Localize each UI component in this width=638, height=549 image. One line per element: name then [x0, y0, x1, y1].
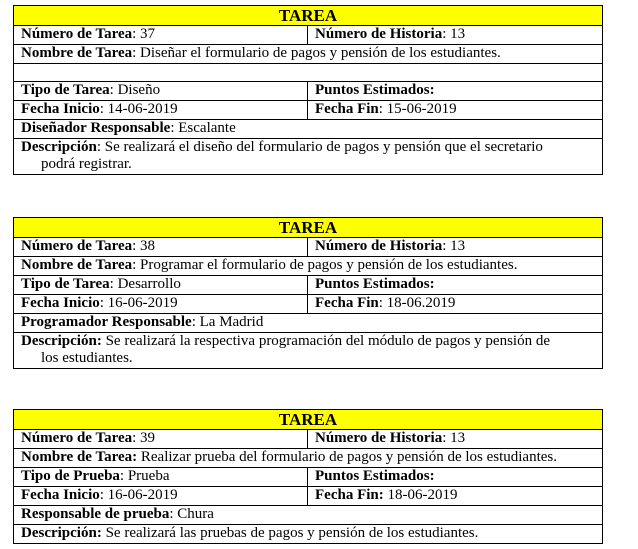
task-name-value: : Diseñar el formulario de pagos y pensión de los estudiantes.	[132, 45, 501, 61]
description-line-1: Se realizará las pruebas de pagos y pensión de los estudiantes.	[101, 525, 479, 541]
task-name-label: Nombre de Tarea:	[21, 449, 138, 465]
start-date-label: Fecha Inicio	[21, 101, 100, 117]
responsible-cell	[14, 120, 603, 139]
task-name-cell	[14, 449, 603, 468]
end-date-cell	[308, 295, 603, 314]
story-number-value: : 13	[442, 26, 466, 42]
responsible-cell	[14, 506, 603, 525]
description-label: Descripción:	[21, 525, 102, 541]
task-card-38	[13, 217, 603, 369]
responsible-value: : La Madrid	[191, 314, 264, 330]
story-number-label: Número de Historia	[315, 26, 443, 42]
estimated-points-label: Puntos Estimados:	[315, 276, 435, 292]
estimated-points-cell	[308, 82, 603, 101]
test-type-label: Tipo de Prueba	[21, 468, 120, 484]
story-number-cell	[308, 238, 603, 257]
task-number-label: Número de Tarea	[21, 430, 133, 446]
start-date-cell	[14, 295, 308, 314]
description-cell	[14, 525, 603, 544]
estimated-points-cell	[308, 276, 603, 295]
empty-row	[14, 64, 603, 82]
story-number-label: Número de Historia	[315, 430, 443, 446]
end-date-value: : 15-06-2019	[378, 101, 457, 117]
estimated-points-cell	[308, 468, 603, 487]
description-line-1: Se realizará la respectiva programación del módulo de pagos y pensión de	[101, 333, 550, 349]
task-type-label: Tipo de Tarea	[21, 276, 110, 292]
task-name-label: Nombre de Tarea	[21, 45, 133, 61]
card-header: TAREA	[14, 410, 603, 430]
task-name-label: Nombre de Tarea	[21, 257, 133, 273]
start-date-value: : 16-06-2019	[99, 487, 178, 503]
end-date-value: : 18-06.2019	[378, 295, 456, 311]
story-number-cell	[308, 430, 603, 449]
task-type-value: : Desarrollo	[109, 276, 181, 292]
start-date-label: Fecha Inicio	[21, 295, 100, 311]
task-type-cell	[14, 276, 308, 295]
start-date-label: Fecha Inicio	[21, 487, 100, 503]
story-number-value: : 13	[442, 430, 466, 446]
task-number-cell	[14, 430, 308, 449]
end-date-label: Fecha Fin:	[315, 487, 384, 503]
task-card-39	[13, 409, 603, 544]
end-date-cell	[308, 101, 603, 120]
description-cell	[14, 139, 603, 175]
responsible-label: Programador Responsable	[21, 314, 192, 330]
task-name-value: : Programar el formulario de pagos y pensión de los estudiantes.	[132, 257, 518, 273]
responsible-value: : Chura	[169, 506, 214, 522]
responsible-label: Responsable de prueba	[21, 506, 170, 522]
task-card-37	[13, 5, 603, 175]
test-type-value: : Prueba	[119, 468, 170, 484]
task-number-cell	[14, 238, 308, 257]
card-header: TAREA	[14, 218, 603, 238]
responsible-value: : Escalante	[170, 120, 236, 136]
card-header: TAREA	[14, 6, 603, 26]
story-number-cell	[308, 26, 603, 45]
description-label: Descripción:	[21, 333, 102, 349]
description-line-2: podrá registrar.	[41, 156, 132, 172]
start-date-cell	[14, 487, 308, 506]
task-number-value: : 38	[132, 238, 156, 254]
task-name-cell	[14, 257, 603, 276]
task-type-cell	[14, 82, 308, 101]
estimated-points-label: Puntos Estimados:	[315, 82, 435, 98]
description-line-2: los estudiantes.	[41, 350, 133, 366]
end-date-cell	[308, 487, 603, 506]
story-number-value: : 13	[442, 238, 466, 254]
task-number-label: Número de Tarea	[21, 26, 133, 42]
description-cell	[14, 333, 603, 369]
task-type-label: Tipo de Tarea	[21, 82, 110, 98]
story-number-label: Número de Historia	[315, 238, 443, 254]
task-number-cell	[14, 26, 308, 45]
responsible-cell	[14, 314, 603, 333]
task-number-value: : 37	[132, 26, 156, 42]
task-type-value: : Diseño	[109, 82, 161, 98]
task-number-label: Número de Tarea	[21, 238, 133, 254]
end-date-value: 18-06-2019	[383, 487, 458, 503]
start-date-value: : 16-06-2019	[99, 295, 178, 311]
description-label: Descripción	[21, 139, 97, 155]
end-date-label: Fecha Fin	[315, 101, 379, 117]
start-date-value: : 14-06-2019	[99, 101, 178, 117]
test-type-cell	[14, 468, 308, 487]
responsible-label: Diseñador Responsable	[21, 120, 171, 136]
estimated-points-label: Puntos Estimados:	[315, 468, 435, 484]
task-name-value: Realizar prueba del formulario de pagos y pensión de los estudiantes.	[137, 449, 558, 465]
end-date-label: Fecha Fin	[315, 295, 379, 311]
description-line-1: : Se realizará el diseño del formulario de pagos y pensión que el secretario	[96, 139, 543, 155]
task-name-cell	[14, 45, 603, 64]
start-date-cell	[14, 101, 308, 120]
task-number-value: : 39	[132, 430, 156, 446]
